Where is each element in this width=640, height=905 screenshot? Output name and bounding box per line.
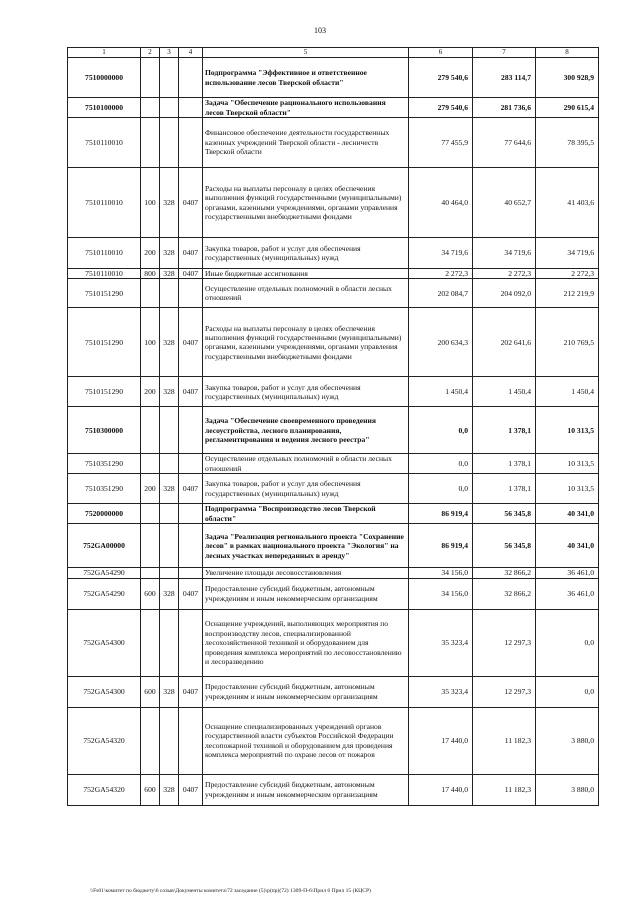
cell-v8: 34 719,6: [536, 238, 599, 269]
cell-name: Расходы на выплаты персоналу в целях обеспечения выполнения функций государственными (муниципальными) органами, казенными учреждениями, органами управления государственными внебюджетными фондами: [203, 168, 409, 238]
table-row: [68, 377, 599, 407]
cell-v8: 36 461,0: [536, 578, 599, 609]
cell-rz: [160, 568, 179, 578]
cell-v7: 40 652,7: [473, 168, 536, 238]
cell-v7: 11 182,3: [473, 774, 536, 805]
cell-pr: [179, 118, 203, 168]
cell-code: 752GA54320: [68, 707, 141, 774]
cell-rz: 328: [160, 269, 179, 279]
cell-v8: 10 313,5: [536, 407, 599, 454]
cell-v6: 17 440,0: [409, 774, 473, 805]
cell-v6: 0,0: [409, 474, 473, 504]
column-header: 2: [141, 48, 160, 58]
cell-v8: 40 341,0: [536, 524, 599, 568]
table-row: [68, 578, 599, 609]
cell-code: 7510300000: [68, 407, 141, 454]
cell-pr: [179, 707, 203, 774]
cell-v7: 56 345,8: [473, 524, 536, 568]
cell-v8: 1 450,4: [536, 377, 599, 407]
cell-rz: 328: [160, 676, 179, 707]
column-header: 8: [536, 48, 599, 58]
cell-vr: 200: [141, 474, 160, 504]
cell-v7: 32 866,2: [473, 578, 536, 609]
column-header: 4: [179, 48, 203, 58]
cell-v6: 86 919,4: [409, 504, 473, 524]
cell-v7: 1 378,1: [473, 407, 536, 454]
cell-code: 7510110010: [68, 168, 141, 238]
cell-rz: 328: [160, 578, 179, 609]
cell-v7: 56 345,8: [473, 504, 536, 524]
cell-vr: [141, 707, 160, 774]
cell-rz: 328: [160, 238, 179, 269]
cell-v7: 12 297,3: [473, 609, 536, 676]
cell-vr: [141, 279, 160, 308]
cell-vr: 200: [141, 377, 160, 407]
cell-vr: [141, 58, 160, 98]
cell-v8: 0,0: [536, 609, 599, 676]
table-row: [68, 269, 599, 279]
cell-name: Предоставление субсидий бюджетным, автономным учреждениям и иным некоммерческим организациям: [203, 774, 409, 805]
cell-vr: [141, 568, 160, 578]
cell-vr: 600: [141, 676, 160, 707]
cell-name: Увеличение площади лесовосстановления: [203, 568, 409, 578]
cell-v8: 3 880,0: [536, 707, 599, 774]
cell-rz: [160, 524, 179, 568]
cell-v8: 10 313,5: [536, 454, 599, 474]
cell-name: Закупка товаров, работ и услуг для обеспечения государственных (муниципальных) нужд: [203, 377, 409, 407]
cell-pr: 0407: [179, 238, 203, 269]
cell-name: Задача "Обеспечение своевременного проведения лесоустройства, лесного планирования, регламентирования и ведения лесного реестра": [203, 407, 409, 454]
cell-code: 7510110010: [68, 118, 141, 168]
table-row: [68, 568, 599, 578]
cell-v6: 40 464,0: [409, 168, 473, 238]
table-row: [68, 707, 599, 774]
file-path-footer: \\Fs01\комитет по бюджету\6 созыв\Документы комитета\72 заседание (5)\р(пр)(72) 1309-П-6\Прил 6 Прил 15 (КЦСР): [90, 888, 371, 894]
cell-v8: 0,0: [536, 676, 599, 707]
cell-v6: 279 540,6: [409, 58, 473, 98]
table-header-row: [68, 48, 599, 58]
cell-vr: [141, 609, 160, 676]
cell-code: 7510351290: [68, 474, 141, 504]
cell-v7: 202 641,6: [473, 308, 536, 377]
column-header: 1: [68, 48, 141, 58]
cell-rz: 328: [160, 377, 179, 407]
table-row: [68, 524, 599, 568]
cell-pr: [179, 568, 203, 578]
cell-v6: 200 634,3: [409, 308, 473, 377]
cell-pr: 0407: [179, 168, 203, 238]
cell-v7: 204 092,0: [473, 279, 536, 308]
cell-name: Закупка товаров, работ и услуг для обеспечения государственных (муниципальных) нужд: [203, 474, 409, 504]
cell-code: 7520000000: [68, 504, 141, 524]
cell-v7: 283 114,7: [473, 58, 536, 98]
column-header: 5: [203, 48, 409, 58]
cell-code: 7510151290: [68, 377, 141, 407]
cell-v7: 1 450,4: [473, 377, 536, 407]
cell-v6: 1 450,4: [409, 377, 473, 407]
cell-code: 7510100000: [68, 98, 141, 118]
cell-v6: 202 084,7: [409, 279, 473, 308]
cell-code: 752GA54300: [68, 676, 141, 707]
cell-code: 7510110010: [68, 238, 141, 269]
table-row: [68, 474, 599, 504]
cell-v8: 36 461,0: [536, 568, 599, 578]
cell-code: 752GA54320: [68, 774, 141, 805]
cell-pr: [179, 504, 203, 524]
cell-rz: [160, 609, 179, 676]
cell-pr: 0407: [179, 578, 203, 609]
table-row: [68, 774, 599, 805]
table-row: [68, 58, 599, 98]
table-row: [68, 609, 599, 676]
cell-name: Предоставление субсидий бюджетным, автономным учреждениям и иным некоммерческим организациям: [203, 578, 409, 609]
cell-vr: [141, 454, 160, 474]
column-header: 3: [160, 48, 179, 58]
cell-rz: 328: [160, 474, 179, 504]
cell-v8: 290 615,4: [536, 98, 599, 118]
cell-v8: 10 313,5: [536, 474, 599, 504]
cell-v8: 3 880,0: [536, 774, 599, 805]
cell-rz: [160, 279, 179, 308]
cell-v6: 17 440,0: [409, 707, 473, 774]
table-row: [68, 504, 599, 524]
cell-v6: 34 156,0: [409, 578, 473, 609]
cell-code: 752GA54290: [68, 578, 141, 609]
column-header: 6: [409, 48, 473, 58]
cell-v6: 77 455,9: [409, 118, 473, 168]
cell-name: Задача "Реализация регионального проекта "Сохранение лесов" в рамках национального проекта "Экология" на лесных участках непереданных в аренду": [203, 524, 409, 568]
cell-v6: 34 156,0: [409, 568, 473, 578]
cell-vr: [141, 504, 160, 524]
cell-code: 7510000000: [68, 58, 141, 98]
cell-name: Предоставление субсидий бюджетным, автономным учреждениям и иным некоммерческим организациям: [203, 676, 409, 707]
cell-rz: 328: [160, 774, 179, 805]
cell-vr: 100: [141, 168, 160, 238]
cell-vr: 200: [141, 238, 160, 269]
cell-v7: 12 297,3: [473, 676, 536, 707]
column-header: 7: [473, 48, 536, 58]
cell-name: Осуществление отдельных полномочий в области лесных отношений: [203, 279, 409, 308]
cell-v8: 300 928,9: [536, 58, 599, 98]
cell-vr: 800: [141, 269, 160, 279]
table-row: [68, 98, 599, 118]
cell-pr: [179, 279, 203, 308]
cell-v7: 2 272,3: [473, 269, 536, 279]
cell-name: Расходы на выплаты персоналу в целях обеспечения выполнения функций государственными (муниципальными) органами, казенными учреждениями, органами управления государственными внебюджетными фондами: [203, 308, 409, 377]
cell-v7: 11 182,3: [473, 707, 536, 774]
cell-v8: 78 395,5: [536, 118, 599, 168]
cell-pr: 0407: [179, 377, 203, 407]
cell-pr: 0407: [179, 474, 203, 504]
budget-table: [67, 47, 599, 806]
cell-rz: [160, 98, 179, 118]
cell-v8: 40 341,0: [536, 504, 599, 524]
table-row: [68, 407, 599, 454]
cell-vr: 100: [141, 308, 160, 377]
table-row: [68, 279, 599, 308]
cell-code: 752GA54290: [68, 568, 141, 578]
cell-pr: 0407: [179, 676, 203, 707]
cell-code: 752GA54300: [68, 609, 141, 676]
cell-name: Оснащение учреждений, выполняющих мероприятия по воспроизводству лесов, специализированной лесохозяйственной техникой и оборудованием для проведения комплекса мероприятий по лесовосстановлению и лесоразведению: [203, 609, 409, 676]
cell-rz: [160, 118, 179, 168]
table-row: [68, 676, 599, 707]
cell-v7: 1 378,1: [473, 474, 536, 504]
cell-v7: 281 736,6: [473, 98, 536, 118]
table-row: [68, 308, 599, 377]
cell-vr: [141, 98, 160, 118]
cell-v7: 32 866,2: [473, 568, 536, 578]
cell-vr: 600: [141, 578, 160, 609]
cell-v6: 2 272,3: [409, 269, 473, 279]
cell-pr: [179, 524, 203, 568]
cell-v6: 279 540,6: [409, 98, 473, 118]
cell-rz: [160, 407, 179, 454]
cell-name: Осуществление отдельных полномочий в области лесных отношений: [203, 454, 409, 474]
cell-v7: 1 378,1: [473, 454, 536, 474]
cell-name: Задача "Обеспечение рационального использования лесов Тверской области": [203, 98, 409, 118]
cell-code: 7510351290: [68, 454, 141, 474]
cell-pr: 0407: [179, 774, 203, 805]
table-row: [68, 238, 599, 269]
cell-v6: 0,0: [409, 407, 473, 454]
cell-vr: [141, 524, 160, 568]
cell-pr: [179, 407, 203, 454]
cell-v8: 212 219,9: [536, 279, 599, 308]
cell-v7: 34 719,6: [473, 238, 536, 269]
cell-rz: 328: [160, 308, 179, 377]
cell-v7: 77 644,6: [473, 118, 536, 168]
cell-vr: [141, 118, 160, 168]
cell-vr: [141, 407, 160, 454]
cell-rz: 328: [160, 168, 179, 238]
cell-code: 7510151290: [68, 279, 141, 308]
cell-v6: 35 323,4: [409, 676, 473, 707]
cell-v6: 34 719,6: [409, 238, 473, 269]
page-number: 103: [314, 26, 326, 35]
cell-name: Иные бюджетные ассигнования: [203, 269, 409, 279]
cell-code: 7510110010: [68, 269, 141, 279]
cell-rz: [160, 454, 179, 474]
cell-rz: [160, 707, 179, 774]
cell-pr: 0407: [179, 308, 203, 377]
cell-name: Оснащение специализированных учреждений органов государственной власти субъектов Российской Федерации лесопожарной техникой и оборудованием для проведения комплекса мероприятий по охране лесов от пожаров: [203, 707, 409, 774]
cell-v8: 41 403,6: [536, 168, 599, 238]
table-row: [68, 118, 599, 168]
cell-rz: [160, 58, 179, 98]
cell-code: 7510151290: [68, 308, 141, 377]
cell-vr: 600: [141, 774, 160, 805]
table-row: [68, 168, 599, 238]
cell-pr: 0407: [179, 269, 203, 279]
cell-v6: 0,0: [409, 454, 473, 474]
cell-v8: 210 769,5: [536, 308, 599, 377]
cell-pr: [179, 454, 203, 474]
cell-name: Закупка товаров, работ и услуг для обеспечения государственных (муниципальных) нужд: [203, 238, 409, 269]
cell-pr: [179, 98, 203, 118]
cell-code: 752GA00000: [68, 524, 141, 568]
cell-rz: [160, 504, 179, 524]
cell-name: Финансовое обеспечение деятельности государственных казенных учреждений Тверской области - лесничеств Тверской области: [203, 118, 409, 168]
cell-v6: 86 919,4: [409, 524, 473, 568]
cell-v8: 2 272,3: [536, 269, 599, 279]
cell-name: Подпрограмма "Воспроизводство лесов Тверской области": [203, 504, 409, 524]
cell-name: Подпрограмма "Эффективное и ответственное использование лесов Тверской области": [203, 58, 409, 98]
cell-pr: [179, 58, 203, 98]
cell-pr: [179, 609, 203, 676]
table-row: [68, 454, 599, 474]
cell-v6: 35 323,4: [409, 609, 473, 676]
